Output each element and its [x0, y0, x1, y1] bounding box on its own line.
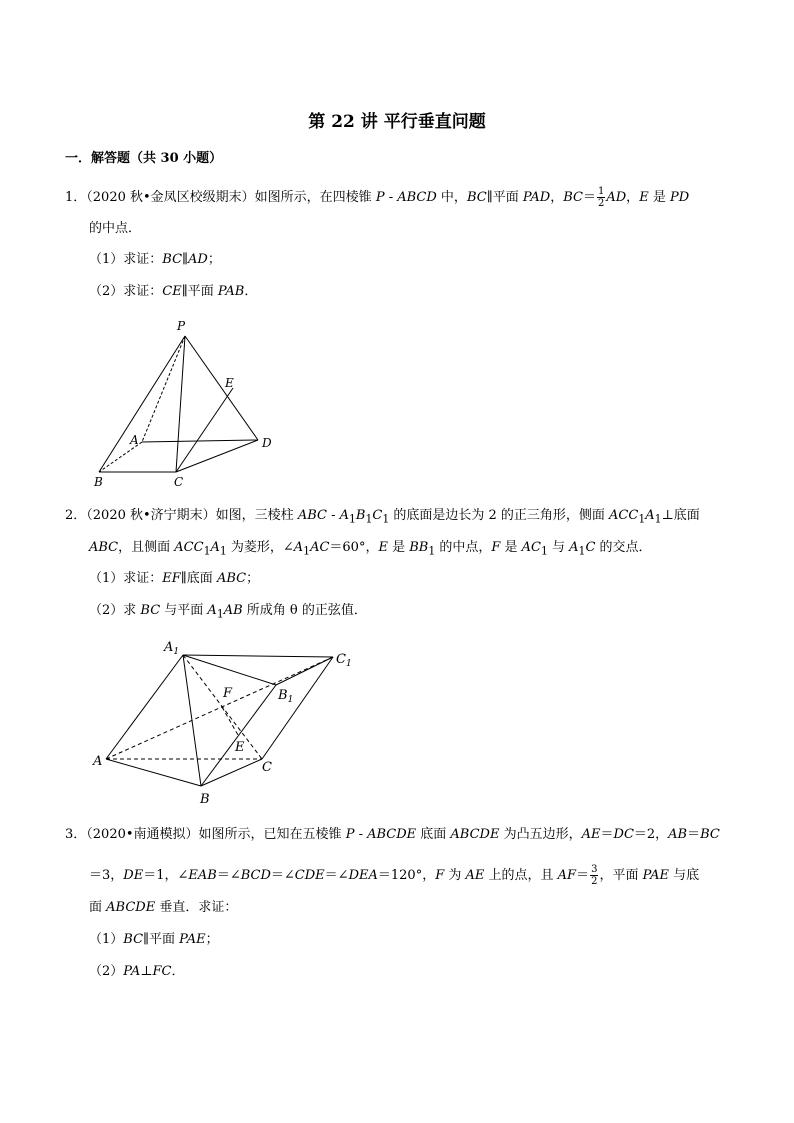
- label-C: C: [174, 475, 184, 489]
- page-title: 第 22 讲 平行垂直问题: [308, 112, 486, 132]
- fraction: $\frac{3}{2}$: [591, 864, 598, 887]
- label-C: C: [262, 760, 272, 775]
- problem-source: （2020•南通模拟）: [86, 827, 199, 842]
- problem-source: （2020 秋•金凤区校级期末）: [86, 190, 255, 205]
- edge-CC1: [262, 657, 333, 759]
- problem-number: 2．: [65, 508, 87, 523]
- problem-3-line-2: ＝3，DE＝1，∠EAB＝∠BCD＝∠CDE＝∠DEA＝120°，F 为 AE 上的点，且 AF＝ $\frac{3}{2}$ ，平面 PAE 与底: [89, 864, 700, 887]
- problem-1-line-2: 的中点．: [89, 221, 142, 236]
- edge-AA1: [106, 655, 183, 759]
- label-A: A: [93, 754, 103, 769]
- segment-CE: [176, 388, 233, 472]
- diagonal-AC1-hidden: [106, 657, 333, 759]
- segment-EF-hidden: [222, 707, 238, 735]
- problem-1-part-2: （2）求证：CE∥平面 PAB．: [89, 284, 258, 299]
- problem-3-line-3: 面 ABCDE 垂直．求证：: [89, 900, 238, 915]
- problem-2-line-2: ABC，且侧面 $ACC_1A_1$ 为菱形，$\angle A_1AC=60^\circ$，E 是 $BB_1$ 的中点，F 是 $AC_1$ 与 $A_1C$ 的交点．: [89, 540, 652, 558]
- edge-CD: [176, 440, 258, 472]
- problem-number: 3．: [65, 827, 87, 842]
- edge-PB: [99, 336, 185, 472]
- label-B: B: [94, 475, 103, 489]
- edge-PD: [185, 336, 258, 440]
- label-A1: $A_1$: [164, 640, 180, 657]
- figure-prism: [88, 633, 364, 809]
- edge-AD: [142, 440, 258, 442]
- problem-1-part-1: （1）求证：BC∥AD；: [89, 252, 221, 267]
- problem-source: （2020 秋•济宁期末）: [86, 508, 216, 523]
- label-E: E: [235, 740, 245, 755]
- figure-pyramid: [85, 310, 285, 492]
- problem-2-part-1: （1）求证：EF∥底面 ABC；: [89, 571, 260, 586]
- label-A: A: [130, 433, 139, 447]
- problem-3-part-1: （1）BC∥平面 PAE；: [89, 932, 219, 947]
- problem-2-part-2: （2）求 BC 与平面 $A_1AB$ 所成角 θ 的正弦值．: [89, 603, 367, 621]
- label-C1: $C_1$: [336, 652, 352, 669]
- edge-A1B1: [183, 655, 276, 685]
- problem-3-part-2: （2）PA⊥FC．: [89, 964, 185, 979]
- problem-1-line-1: 1．（2020 秋•金凤区校级期末）如图所示，在四棱锥 P - ABCD 中，BC∥平面 PAD，BC＝ $\frac{1}{2}$ AD，E 是 PD: [65, 186, 690, 209]
- problem-number: 1．: [65, 190, 87, 205]
- label-E: E: [225, 376, 234, 390]
- problem-2-line-1: 2．（2020 秋•济宁期末）如图，三棱柱 ABC - $A_1B_1C_1$ 的底面是边长为 2 的正三角形，侧面 $ACC_1A_1\perp$底面: [65, 508, 700, 526]
- label-D: D: [262, 436, 272, 450]
- label-F: F: [223, 686, 233, 701]
- problem-3-line-1: 3．（2020•南通模拟）如图所示，已知在五棱锥 P - ABCDE 底面 ABCDE 为凸五边形，AE＝DC＝2，AB＝BC: [65, 827, 720, 842]
- section-heading: 一．解答题（共 30 小题）: [65, 151, 223, 166]
- label-P: P: [177, 319, 186, 333]
- edge-PC: [176, 336, 185, 472]
- edge-A1C1: [183, 655, 333, 657]
- fraction: $\frac{1}{2}$: [597, 186, 605, 209]
- label-B: B: [200, 792, 210, 807]
- edge-AB: [106, 759, 201, 786]
- edge-BC: [201, 759, 262, 786]
- label-B1: $B_1$: [278, 688, 294, 705]
